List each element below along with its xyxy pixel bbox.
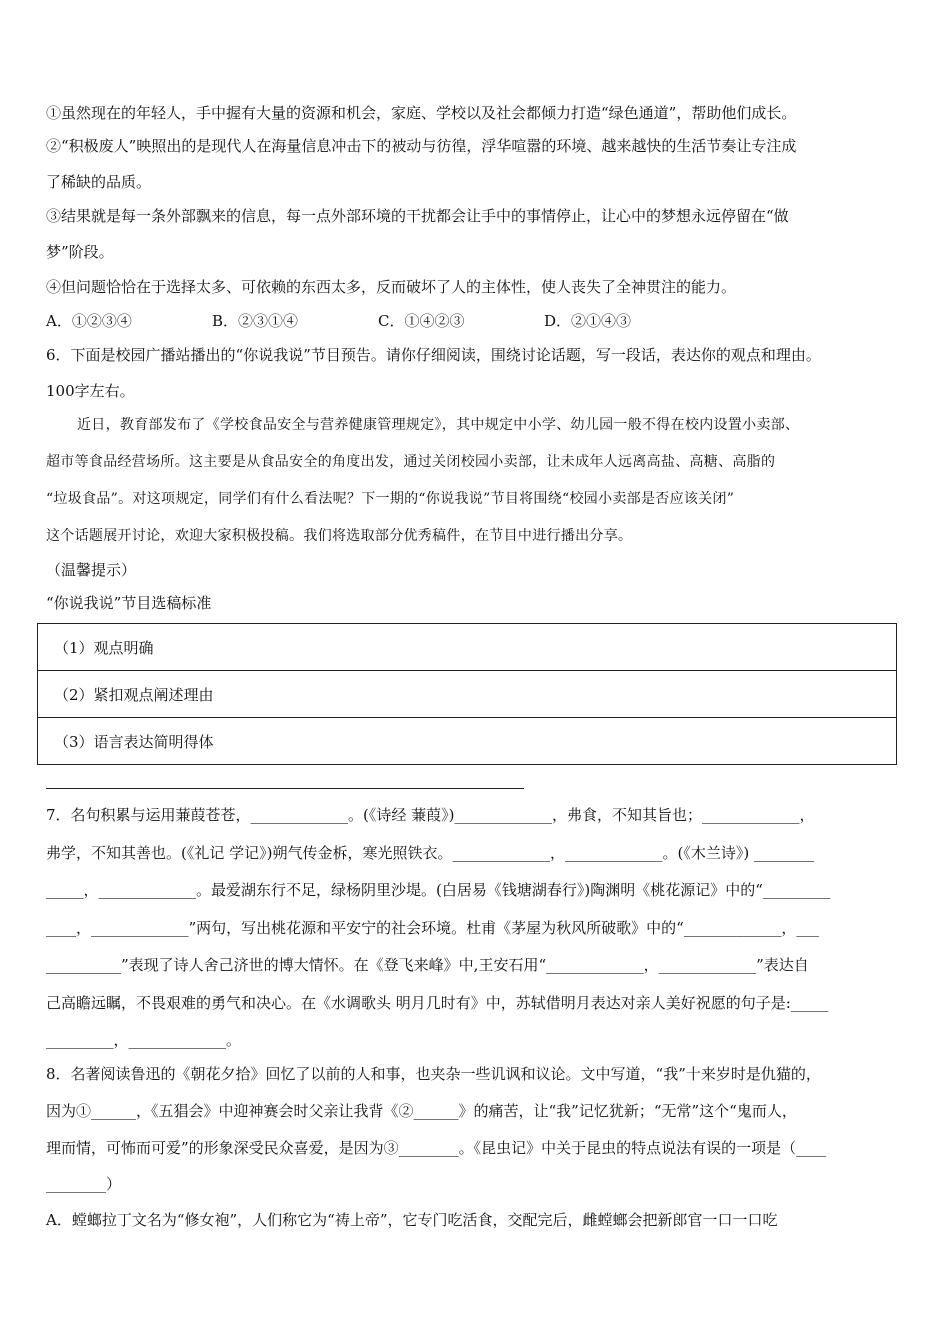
q8-line-1: 8．名著阅读鲁迅的《朝花夕拾》回忆了以前的人和事，也夹杂一些讥讽和议论。文中写道，“我”十来岁时是仇猫的， bbox=[46, 1065, 821, 1083]
q7-line-3: _____，_____________。最爱湖东行不足，绿杨阴里沙堤。(白居易《钱塘湖春行》)陶渊明《桃花源记》中的“_________ bbox=[46, 881, 831, 899]
q8-line-4: ________） bbox=[46, 1175, 122, 1193]
option-a[interactable]: A．①②③④ bbox=[46, 312, 132, 330]
option-d[interactable]: D．②①④③ bbox=[544, 312, 632, 330]
criteria-item: （1）观点明确 bbox=[38, 624, 897, 671]
statement-3-cont: 梦”阶段。 bbox=[46, 243, 114, 261]
q6-prompt-cont: 100字左右。 bbox=[46, 382, 135, 400]
q8-line-3: 理而情，可怖而可爱”的形象深受民众喜爱，是因为③________。《昆虫记》中关于昆虫的特点说法有误的一项是（____ bbox=[46, 1139, 827, 1157]
q7-line-6: 己高瞻远瞩，不畏艰难的勇气和决心。在《水调歌头 明月几时有》中，苏轼借明月表达对亲人美好祝愿的句子是:_____ bbox=[46, 994, 829, 1012]
option-c[interactable]: C．①④②③ bbox=[378, 312, 465, 330]
criteria-item: （2）紧扣观点阐述理由 bbox=[38, 671, 897, 718]
q7-line-7: _________，_____________。 bbox=[46, 1031, 242, 1049]
q7-line-1: 7．名句积累与运用蒹葭苍苍，_____________。(《诗经 蒹葭》)_____________，弗食，不知其旨也；_____________， bbox=[46, 806, 815, 824]
statement-3: ③结果就是每一条外部飘来的信息，每一点外部环境的干扰都会让手中的事情停止，让心中的梦想永远停留在“做 bbox=[46, 207, 789, 225]
q7-line-5: __________”表现了诗人舍己济世的博大情怀。在《登飞来峰》中,王安石用“_____________，_____________”表达自 bbox=[46, 956, 809, 974]
notice-paragraph-2: 超市等食品经营场所。这主要是从食品安全的角度出发，通过关闭校园小卖部，让未成年人远离高盐、高糖、高脂的 bbox=[46, 454, 776, 470]
q8-option-a[interactable]: A．螳螂拉丁文名为“修女袍”，人们称它为“祷上帝”，它专门吃活食，交配完后，雌螳螂会把新郎官一口一口吃 bbox=[46, 1211, 778, 1229]
statement-4: ④但问题恰恰在于选择太多、可依赖的东西太多，反而破坏了人的主体性，使人丧失了全神贯注的能力。 bbox=[46, 278, 737, 296]
notice-paragraph-4: 这个话题展开讨论，欢迎大家积极投稿。我们将选取部分优秀稿件，在节目中进行播出分享。 bbox=[46, 528, 633, 544]
statement-2: ②“积极废人”映照出的是现代人在海量信息冲击下的被动与彷徨，浮华喧嚣的环境、越来越快的生活节奏让专注成 bbox=[46, 137, 797, 155]
tip-label: （温馨提示） bbox=[46, 561, 137, 579]
notice-paragraph-1: 近日，教育部发布了《学校食品安全与营养健康管理规定》，其中规定中小学、幼儿园一般不得在校内设置小卖部、 bbox=[77, 417, 800, 433]
statement-2-cont: 了稀缺的品质。 bbox=[46, 173, 152, 191]
q7-line-4: ____，_____________”两句，写出桃花源和平安宁的社会环境。杜甫《茅屋为秋风所破歌》中的“_____________，___ bbox=[46, 919, 819, 937]
q8-line-2: 因为①______，《五猖会》中迎神赛会时父亲让我背《②______》的痛苦，让“我”记忆犹新；“无常”这个“鬼而人， bbox=[46, 1102, 797, 1120]
answer-line[interactable] bbox=[46, 788, 524, 789]
statement-1: ①虽然现在的年轻人，手中握有大量的资源和机会，家庭、学校以及社会都倾力打造“绿色通道”，帮助他们成长。 bbox=[46, 104, 797, 122]
notice-paragraph-3: “垃圾食品”。对这项规定，同学们有什么看法呢？下一期的“你说我说”节目将围绕“校园小卖部是否应该关闭” bbox=[46, 491, 735, 507]
q7-line-2: 弗学，不知其善也。(《礼记 学记》)朔气传金柝，寒光照铁衣。_____________，_____________。(《木兰诗》) ________ bbox=[46, 844, 814, 862]
q6-prompt: 6．下面是校园广播站播出的“你说我说”节目预告。请你仔细阅读，围绕讨论话题，写一段话，表达你的观点和理由。 bbox=[46, 346, 821, 364]
answer-options bbox=[46, 311, 631, 331]
criteria-item: （3）语言表达简明得体 bbox=[38, 718, 897, 765]
option-b[interactable]: B．②③①④ bbox=[212, 312, 299, 330]
criteria-title: “你说我说”节目选稿标准 bbox=[46, 594, 212, 612]
criteria-table bbox=[37, 623, 897, 765]
